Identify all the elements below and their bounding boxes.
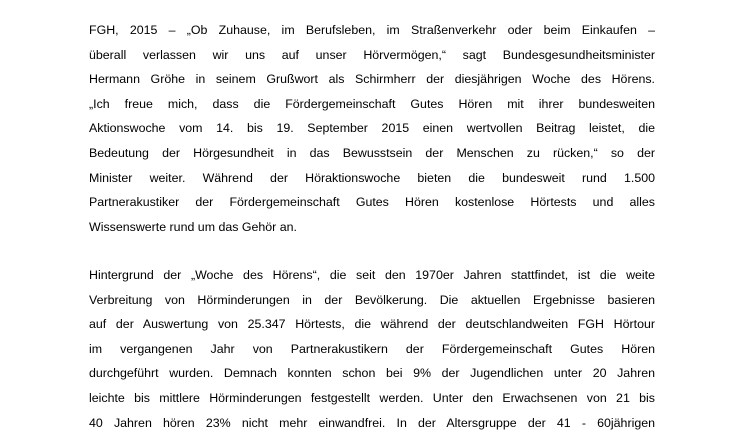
paragraph-intro [89,18,655,239]
text-line: Hermann Gröhe in seinem Grußwort als Schirmherr der diesjährigen Woche des Hörens. [89,72,655,87]
text-line: FGH, 2015 – „Ob Zuhause, im Berufsleben, im Straßenverkehr oder beim Einkaufen – [89,23,655,37]
text-line: überall verlassen wir uns auf unser Hörvermögen,“ sagt Bundesgesundheitsminister [89,47,655,62]
text-line: durchgeführt wurden. Demnach konnten schon bei 9% der Jugendlichen unter 20 Jahren [89,366,655,381]
text-line: Bedeutung der Hörgesundheit in das Bewusstsein der Menschen zu rücken,“ so der [89,145,655,160]
text-line: im vergangenen Jahr von Partnerakustikern der Fördergemeinschaft Gutes Hören [89,341,655,356]
paragraph-background [89,263,655,435]
text-line: Aktionswoche vom 14. bis 19. September 2015 einen wertvollen Beitrag leistet, die [89,121,655,136]
text-line: leichte bis mittlere Hörminderungen festgestellt werden. Unter den Erwachsenen von 21 bis [89,390,655,405]
text-line: Wissenswerte rund um das Gehör an. [89,219,297,234]
text-line: 40 Jahren hören 23% nicht mehr einwandfrei. In der Altersgruppe der 41 - 60jährigen [89,415,655,430]
text-line: Partnerakustiker der Fördergemeinschaft Gutes Hören kostenlose Hörtests und alles [89,195,655,210]
text-line: Minister weiter. Während der Höraktionswoche bieten die bundesweit rund 1.500 [89,170,655,185]
text-line: auf der Auswertung von 25.347 Hörtests, die während der deutschlandweiten FGH Hörtour [89,317,655,332]
text-line: Hintergrund der „Woche des Hörens“, die seit den 1970er Jahren stattfindet, ist die weite [89,268,655,282]
text-line: „Ich freue mich, dass die Fördergemeinschaft Gutes Hören mit ihrer bundesweiten [89,96,655,111]
text-line: Verbreitung von Hörminderungen in der Bevölkerung. Die aktuellen Ergebnisse basieren [89,292,655,307]
